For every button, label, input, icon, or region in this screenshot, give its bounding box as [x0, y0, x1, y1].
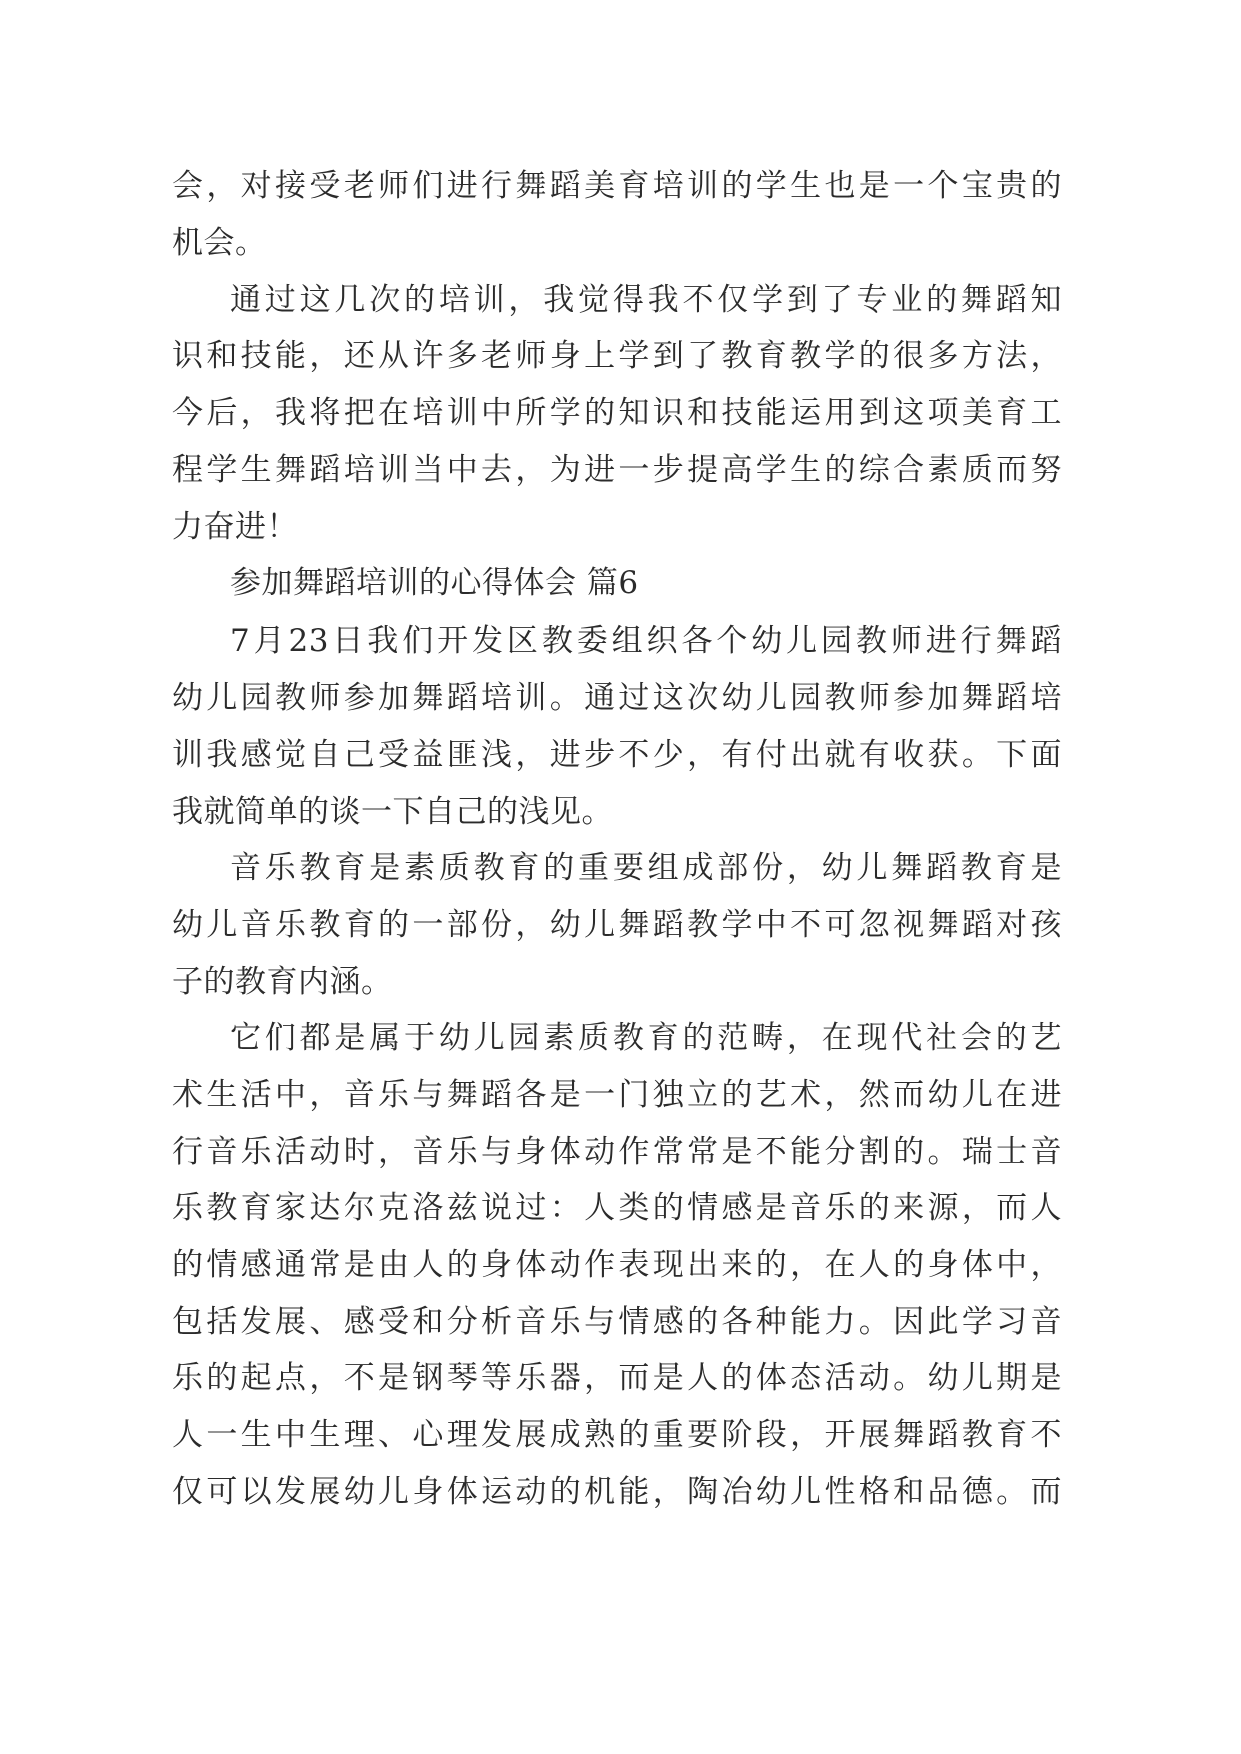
text-line-6: 程学生舞蹈培训当中去，为进一步提高学生的综合素质而努: [172, 452, 1062, 488]
text-line-10: 幼儿园教师参加舞蹈培训。通过这次幼儿园教师参加舞蹈培: [172, 680, 1062, 716]
text-line-21: 包括发展、感受和分析音乐与情感的各种能力。因此学习音: [172, 1304, 1062, 1340]
text-line-22: 乐的起点，不是钢琴等乐器，而是人的体态活动。幼儿期是: [172, 1360, 1062, 1396]
text-line-16: 它们都是属于幼儿园素质教育的范畴，在现代社会的艺: [230, 1020, 1062, 1056]
text-line-2: 机会。: [172, 225, 267, 261]
text-line-24: 仅可以发展幼儿身体运动的机能，陶冶幼儿性格和品德。而: [172, 1474, 1062, 1510]
text-line-14: 幼儿音乐教育的一部份，幼儿舞蹈教学中不可忽视舞蹈对孩: [172, 907, 1062, 943]
text-line-4: 识和技能，还从许多老师身上学到了教育教学的很多方法，: [172, 338, 1062, 374]
text-line-17: 术生活中，音乐与舞蹈各是一门独立的艺术，然而幼儿在进: [172, 1077, 1062, 1113]
text-line-5: 今后，我将把在培训中所学的知识和技能运用到这项美育工: [172, 395, 1062, 431]
text-line-11: 训我感觉自己受益匪浅，进步不少，有付出就有收获。下面: [172, 737, 1062, 773]
text-line-13: 音乐教育是素质教育的重要组成部份，幼儿舞蹈教育是: [230, 850, 1062, 886]
text-line-3: 通过这几次的培训，我觉得我不仅学到了专业的舞蹈知: [230, 282, 1062, 318]
section-heading: 参加舞蹈培训的心得体会 篇6: [230, 565, 639, 601]
text-line-23: 人一生中生理、心理发展成熟的重要阶段，开展舞蹈教育不: [172, 1417, 1062, 1453]
text-line-7: 力奋进！: [172, 509, 298, 545]
text-line-18: 行音乐活动时，音乐与身体动作常常是不能分割的。瑞士音: [172, 1134, 1062, 1170]
text-line-12: 我就简单的谈一下自己的浅见。: [172, 794, 613, 830]
text-line-15: 子的教育内涵。: [172, 964, 393, 1000]
text-line-1: 会，对接受老师们进行舞蹈美育培训的学生也是一个宝贵的: [172, 168, 1062, 204]
text-line-19: 乐教育家达尔克洛兹说过：人类的情感是音乐的来源，而人: [172, 1190, 1062, 1226]
text-line-20: 的情感通常是由人的身体动作表现出来的，在人的身体中，: [172, 1247, 1062, 1283]
text-line-9: 7月23日我们开发区教委组织各个幼儿园教师进行舞蹈: [230, 623, 1062, 659]
